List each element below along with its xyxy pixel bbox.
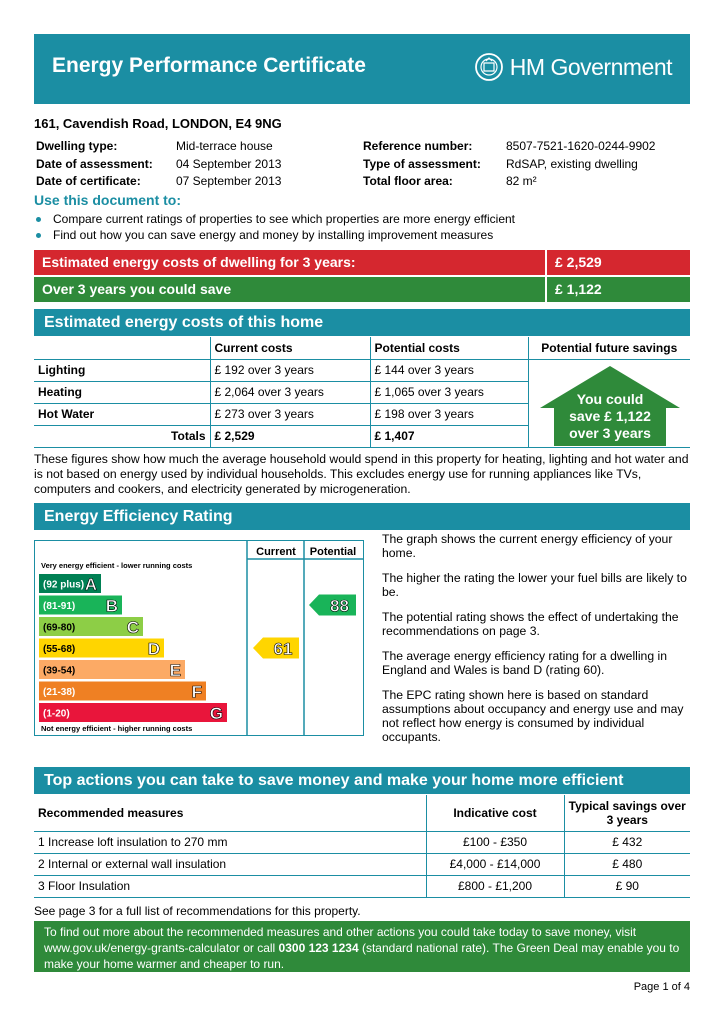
green-deal-info: To find out more about the recommended measures and other actions you could take today to save money, visit www.gov.uk/energy-grants-calculator or call 0300 123 1234 (standard national rate). The Green Deal may enable you to make your home warmer and cheaper to run. xyxy=(34,921,690,972)
meta-label: Reference number: xyxy=(363,139,473,153)
save-bar: Over 3 years you could save £ 1,122 xyxy=(34,277,690,302)
use-document-title: Use this document to: xyxy=(34,192,182,208)
actions-section-title: Top actions you can take to save money and make your home more efficient xyxy=(34,767,690,794)
phone-number: 0300 123 1234 xyxy=(278,941,359,955)
band-g xyxy=(39,703,227,723)
band-range: (39-54) xyxy=(43,665,76,677)
property-address: 161, Cavendish Road, LONDON, E4 9NG xyxy=(34,116,282,131)
meta-value: RdSAP, existing dwelling xyxy=(506,156,638,171)
top-note: Very energy efficient - lower running costs xyxy=(41,561,193,570)
eer-section-title: Energy Efficiency Rating xyxy=(34,503,690,530)
band-range: (92 plus) xyxy=(43,579,85,591)
potential-column-label: Potential xyxy=(309,546,357,558)
band-range: (21-38) xyxy=(43,687,76,698)
list-item: Find out how you can save energy and money by installing improvement measures xyxy=(36,227,515,243)
gov-wordmark: HM Government xyxy=(509,53,672,80)
band-letter: D xyxy=(147,639,160,659)
band-letter: E xyxy=(169,661,181,680)
savings-line3: over 3 years xyxy=(569,425,651,441)
savings-line1: You could xyxy=(576,391,644,407)
meta-right xyxy=(363,138,655,191)
band-range: (55-68) xyxy=(43,644,76,655)
meta-left xyxy=(36,138,281,191)
band-letter: A xyxy=(84,575,97,594)
band-range: (1-20) xyxy=(43,708,70,720)
energy-rating-chart xyxy=(34,540,364,736)
table-header-row: Current costs Potential costs Potential future savings xyxy=(34,337,690,359)
band-e xyxy=(39,660,185,680)
actions-table xyxy=(34,795,690,898)
meta-value: 04 September 2013 xyxy=(176,156,282,171)
totals-row: Totals £ 2,529 £ 1,407 xyxy=(34,425,690,447)
band-c xyxy=(39,617,143,637)
band-d xyxy=(39,639,164,659)
estimated-cost-value: £ 2,529 xyxy=(545,250,690,275)
table-row: 2 Internal or external wall insulation £4,000 - £14,000 £ 480 xyxy=(34,853,690,875)
table-row: Lighting £ 192 over 3 years £ 144 over 3 years xyxy=(34,359,690,381)
bullet-icon xyxy=(36,217,41,222)
band-letter: G xyxy=(209,704,223,723)
epc-header xyxy=(34,34,690,104)
hm-government-logo xyxy=(474,52,672,82)
potential-rating-arrow-value: 88 xyxy=(330,596,349,616)
band-letter: B xyxy=(105,596,118,616)
crest-icon xyxy=(474,52,504,82)
bottom-note: Not energy efficient - higher running costs xyxy=(41,724,193,733)
potential-rating-arrow xyxy=(309,595,356,616)
meta-value: Mid-terrace house xyxy=(176,139,273,153)
band-letter: F xyxy=(191,682,202,702)
band-range: (69-80) xyxy=(43,622,76,634)
table-row: Hot Water £ 273 over 3 years £ 198 over 3 years xyxy=(34,403,690,425)
rating-graph xyxy=(35,541,363,735)
estimated-cost-bar: Estimated energy costs of dwelling for 3 years: £ 2,529 xyxy=(34,250,690,275)
save-value: £ 1,122 xyxy=(545,277,690,302)
page-number: Page 1 of 4 xyxy=(633,981,690,993)
bullet-icon xyxy=(36,233,41,238)
meta-label: Date of certificate: xyxy=(36,174,141,188)
current-column-label: Current xyxy=(256,546,296,558)
band-f xyxy=(39,682,206,702)
band-letter: C xyxy=(126,618,139,637)
meta-value: 07 September 2013 xyxy=(176,174,282,188)
savings-line2: save £ 1,122 xyxy=(569,408,651,424)
meta-label: Date of assessment: xyxy=(36,156,153,171)
list-item: Compare current ratings of properties to see which properties are more energy efficient xyxy=(36,211,515,227)
costs-section-title: Estimated energy costs of this home xyxy=(34,309,690,336)
savings-house-badge xyxy=(540,366,680,446)
page-title: Energy Performance Certificate xyxy=(52,54,366,77)
band-b xyxy=(39,596,122,616)
table-row: Heating £ 2,064 over 3 years £ 1,065 over 3 years xyxy=(34,381,690,403)
table-row: 3 Floor Insulation £800 - £1,200 £ 90 xyxy=(34,875,690,897)
rating-bands xyxy=(39,574,227,723)
meta-label: Total floor area: xyxy=(363,174,453,188)
meta-value: 8507-7521-1620-0244-9902 xyxy=(506,139,656,153)
meta-label: Type of assessment: xyxy=(363,156,481,171)
meta-label: Dwelling type: xyxy=(36,139,118,153)
band-range: (81-91) xyxy=(43,601,76,612)
table-row: 1 Increase loft insulation to 270 mm £100 - £350 £ 432 xyxy=(34,831,690,853)
use-bullets xyxy=(36,211,515,243)
see-page-note: See page 3 for a full list of recommendations for this property. xyxy=(34,904,361,918)
table-header-row: Recommended measures Indicative cost Typical savings over 3 years xyxy=(34,795,690,831)
costs-explanation: These figures show how much the average household would spend in this property for heating, lighting and hot water and is not based on energy used by individual households. This excludes energy use for running appliances like TVs, computers and cookers, and electricity generated by microgeneration. xyxy=(34,452,689,496)
eer-description: The graph shows the current energy efficiency of your home. The higher the rating the lower your fuel bills are likely to be. The potential rating shows the effect of undertaking the recommendations on page 3. The average energy efficiency rating for a dwelling in England and Wales is band D (rating 60). The EPC rating shown here is based on standard assumptions about occupancy and energy use and may not reflect how energy is consumed by individual occupants. xyxy=(382,532,687,744)
meta-value: 82 m² xyxy=(506,174,537,188)
band-a xyxy=(39,574,101,594)
current-rating-arrow xyxy=(253,638,299,659)
current-rating-arrow-value: 61 xyxy=(273,639,293,659)
